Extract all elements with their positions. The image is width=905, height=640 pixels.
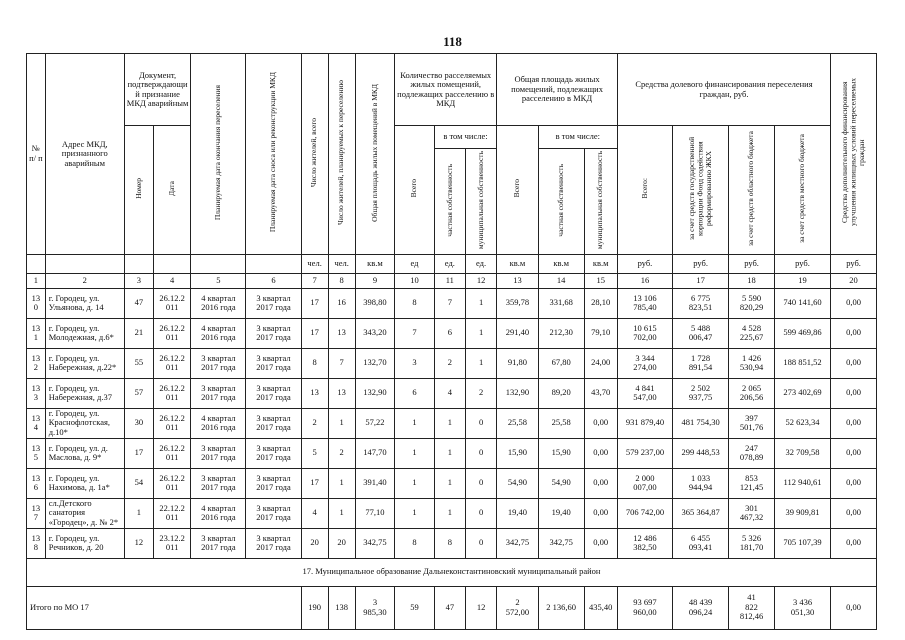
cell-number: 55 <box>124 348 153 378</box>
cell-additional: 0,00 <box>831 408 877 438</box>
cell-address: г. Городец, ул. Набережная, д.22* <box>45 348 124 378</box>
cell-end: 3 квартал 2017 года <box>191 378 246 408</box>
table-row <box>27 348 877 378</box>
header-additional: Средства дополнительного финансирования улучшения жилищных условий переселяемых граждан <box>831 54 877 255</box>
table-row <box>27 288 877 318</box>
cell-demolition: 3 квартал 2017 года <box>246 408 301 438</box>
column-number-cell: 11 <box>434 273 465 288</box>
total-planned: 138 <box>328 586 355 629</box>
column-number-cell: 15 <box>584 273 617 288</box>
total-label: Итого по МО 17 <box>27 586 302 629</box>
unit-cell: кв.м <box>355 254 395 273</box>
cell-additional: 0,00 <box>831 288 877 318</box>
unit-cell: кв.м <box>538 254 584 273</box>
header-funding-total: Всего: <box>617 126 672 255</box>
unit-cell: кв.м <box>497 254 539 273</box>
cell-residents: 8 <box>301 348 328 378</box>
cell-address: г. Городец, ул. Набережная, д.37 <box>45 378 124 408</box>
resettlement-table <box>26 53 877 630</box>
cell-rooms-municipal: 0 <box>465 528 496 558</box>
cell-n: 13 0 <box>27 288 46 318</box>
cell-residents: 4 <box>301 498 328 528</box>
cell-fund-total: 4 841 547,00 <box>617 378 672 408</box>
header-num: № п/ п <box>27 54 46 255</box>
header-doc-number: Номер <box>124 126 153 255</box>
total-rooms-private: 47 <box>434 586 465 629</box>
cell-regional: 5 590 820,29 <box>729 288 775 318</box>
total-regional: 41 822 812,46 <box>729 586 775 629</box>
cell-planned: 20 <box>328 528 355 558</box>
cell-number: 17 <box>124 438 153 468</box>
column-number-cell: 9 <box>355 273 395 288</box>
unit-cell: ед <box>395 254 435 273</box>
cell-area: 398,80 <box>355 288 395 318</box>
unit-cell: руб. <box>673 254 729 273</box>
cell-rooms-private: 6 <box>434 318 465 348</box>
cell-additional: 0,00 <box>831 528 877 558</box>
cell-area: 391,40 <box>355 468 395 498</box>
cell-rooms-private: 1 <box>434 438 465 468</box>
header-regional: за счет средств областного бюджета <box>729 126 775 255</box>
page-number: 118 <box>443 34 462 49</box>
header-residents-planned: Число жителей, планируемых к переселению <box>328 54 355 255</box>
total-area-private: 2 136,60 <box>538 586 584 629</box>
header-area-group: Общая площадь жилых помещений, подлежащих расселению в МКД <box>497 54 618 126</box>
cell-number: 21 <box>124 318 153 348</box>
cell-area-total: 25,58 <box>497 408 539 438</box>
cell-area-municipal: 0,00 <box>584 498 617 528</box>
cell-area-total: 359,78 <box>497 288 539 318</box>
cell-demolition: 3 квартал 2017 года <box>246 288 301 318</box>
cell-area-private: 331,68 <box>538 288 584 318</box>
cell-local: 39 909,81 <box>774 498 830 528</box>
cell-rooms-private: 1 <box>434 468 465 498</box>
cell-area-municipal: 24,00 <box>584 348 617 378</box>
cell-regional: 397 501,76 <box>729 408 775 438</box>
cell-residents: 17 <box>301 288 328 318</box>
cell-regional: 853 121,45 <box>729 468 775 498</box>
header-planned-end: Планируемая дата окончания переселения <box>191 54 246 255</box>
cell-area-private: 342,75 <box>538 528 584 558</box>
cell-date: 26.12.2 011 <box>153 408 190 438</box>
cell-regional: 2 065 206,56 <box>729 378 775 408</box>
cell-rooms-municipal: 0 <box>465 468 496 498</box>
cell-fund-total: 13 106 785,40 <box>617 288 672 318</box>
cell-rooms-private: 1 <box>434 408 465 438</box>
cell-rooms-municipal: 1 <box>465 318 496 348</box>
cell-date: 23.12.2 011 <box>153 528 190 558</box>
cell-local: 32 709,58 <box>774 438 830 468</box>
cell-area-municipal: 0,00 <box>584 438 617 468</box>
total-additional: 0,00 <box>831 586 877 629</box>
cell-regional: 301 467,32 <box>729 498 775 528</box>
cell-local: 599 469,86 <box>774 318 830 348</box>
cell-residents: 17 <box>301 318 328 348</box>
cell-area-private: 25,58 <box>538 408 584 438</box>
cell-demolition: 3 квартал 2017 года <box>246 318 301 348</box>
unit-cell: руб. <box>774 254 830 273</box>
cell-end: 4 квартал 2016 года <box>191 288 246 318</box>
cell-planned: 13 <box>328 318 355 348</box>
cell-rooms-total: 8 <box>395 288 435 318</box>
header-funding-group: Средства долевого финансирования переселения граждан, руб. <box>617 54 830 126</box>
cell-area-total: 342,75 <box>497 528 539 558</box>
cell-local: 52 623,34 <box>774 408 830 438</box>
table-row <box>27 468 877 498</box>
cell-rooms-private: 1 <box>434 498 465 528</box>
cell-end: 4 квартал 2016 года <box>191 408 246 438</box>
table-row <box>27 318 877 348</box>
cell-regional: 5 326 181,70 <box>729 528 775 558</box>
cell-fund-corp: 6 455 093,41 <box>673 528 729 558</box>
cell-local: 273 402,69 <box>774 378 830 408</box>
units-row <box>27 254 877 273</box>
cell-rooms-total: 1 <box>395 468 435 498</box>
table-row <box>27 438 877 468</box>
total-fund-corp: 48 439 096,24 <box>673 586 729 629</box>
cell-additional: 0,00 <box>831 318 877 348</box>
column-number-cell: 17 <box>673 273 729 288</box>
cell-n: 13 5 <box>27 438 46 468</box>
column-number-cell: 3 <box>124 273 153 288</box>
cell-local: 740 141,60 <box>774 288 830 318</box>
cell-rooms-municipal: 1 <box>465 348 496 378</box>
cell-planned: 1 <box>328 468 355 498</box>
header-area-municipal: муниципальная собственность <box>584 148 617 254</box>
cell-fund-corp: 1 033 944,94 <box>673 468 729 498</box>
cell-n: 13 8 <box>27 528 46 558</box>
cell-planned: 2 <box>328 438 355 468</box>
cell-area-total: 15,90 <box>497 438 539 468</box>
cell-planned: 7 <box>328 348 355 378</box>
cell-demolition: 3 квартал 2017 года <box>246 378 301 408</box>
table-row <box>27 528 877 558</box>
cell-end: 3 квартал 2017 года <box>191 348 246 378</box>
cell-date: 22.12.2 011 <box>153 498 190 528</box>
cell-fund-corp: 299 448,53 <box>673 438 729 468</box>
cell-number: 47 <box>124 288 153 318</box>
unit-cell: руб. <box>617 254 672 273</box>
cell-area: 57,22 <box>355 408 395 438</box>
header-rooms-total: Всего <box>395 126 435 255</box>
cell-area: 132,70 <box>355 348 395 378</box>
cell-demolition: 3 квартал 2017 года <box>246 438 301 468</box>
cell-residents: 20 <box>301 528 328 558</box>
cell-end: 3 квартал 2017 года <box>191 528 246 558</box>
header-area-private: частная собственность <box>538 148 584 254</box>
cell-number: 12 <box>124 528 153 558</box>
cell-regional: 247 078,89 <box>729 438 775 468</box>
column-number-cell: 8 <box>328 273 355 288</box>
cell-area-municipal: 0,00 <box>584 468 617 498</box>
cell-planned: 16 <box>328 288 355 318</box>
cell-additional: 0,00 <box>831 468 877 498</box>
cell-area: 147,70 <box>355 438 395 468</box>
cell-residents: 17 <box>301 468 328 498</box>
unit-cell: чел. <box>301 254 328 273</box>
cell-date: 26.12.2 011 <box>153 288 190 318</box>
cell-additional: 0,00 <box>831 348 877 378</box>
cell-rooms-municipal: 0 <box>465 498 496 528</box>
unit-cell: руб. <box>729 254 775 273</box>
table-row <box>27 378 877 408</box>
cell-demolition: 3 квартал 2017 года <box>246 498 301 528</box>
cell-rooms-total: 7 <box>395 318 435 348</box>
total-local: 3 436 051,30 <box>774 586 830 629</box>
cell-address: г. Городец, ул. Молодежная, д.6* <box>45 318 124 348</box>
cell-area-private: 67,80 <box>538 348 584 378</box>
column-number-cell: 19 <box>774 273 830 288</box>
cell-area-municipal: 43,70 <box>584 378 617 408</box>
cell-area-total: 132,90 <box>497 378 539 408</box>
cell-address: г. Городец, ул. Краснофлотская, д.10* <box>45 408 124 438</box>
cell-area-municipal: 28,10 <box>584 288 617 318</box>
header-living-area: Общая площадь жилых помещений в МКД <box>355 54 395 255</box>
cell-fund-total: 706 742,00 <box>617 498 672 528</box>
column-number-cell: 6 <box>246 273 301 288</box>
header-doc-date: Дата <box>153 126 190 255</box>
header-area-total: Всего <box>497 126 539 255</box>
cell-additional: 0,00 <box>831 378 877 408</box>
total-fund-total: 93 697 960,00 <box>617 586 672 629</box>
cell-residents: 5 <box>301 438 328 468</box>
cell-residents: 13 <box>301 378 328 408</box>
cell-date: 26.12.2 011 <box>153 468 190 498</box>
cell-number: 30 <box>124 408 153 438</box>
cell-area-private: 19,40 <box>538 498 584 528</box>
cell-date: 26.12.2 011 <box>153 378 190 408</box>
cell-date: 26.12.2 011 <box>153 318 190 348</box>
column-number-cell: 4 <box>153 273 190 288</box>
cell-rooms-municipal: 2 <box>465 378 496 408</box>
unit-cell: руб. <box>831 254 877 273</box>
cell-rooms-total: 3 <box>395 348 435 378</box>
cell-fund-corp: 481 754,30 <box>673 408 729 438</box>
cell-n: 13 2 <box>27 348 46 378</box>
cell-end: 3 квартал 2017 года <box>191 468 246 498</box>
header-local: за счет средств местного бюджета <box>774 126 830 255</box>
cell-end: 3 квартал 2017 года <box>191 438 246 468</box>
cell-area-private: 212,30 <box>538 318 584 348</box>
table-row <box>27 498 877 528</box>
cell-local: 188 851,52 <box>774 348 830 378</box>
total-rooms-municipal: 12 <box>465 586 496 629</box>
header-document: Документ, подтверждающий признание МКД аварийным <box>124 54 191 126</box>
cell-demolition: 3 квартал 2017 года <box>246 528 301 558</box>
total-row <box>27 586 877 629</box>
table-row <box>27 408 877 438</box>
total-area-municipal: 435,40 <box>584 586 617 629</box>
cell-demolition: 3 квартал 2017 года <box>246 468 301 498</box>
cell-local: 112 940,61 <box>774 468 830 498</box>
header-fund-corp: за счет средств государственной корпорации Фонд содействия реформированию ЖКХ <box>673 126 729 255</box>
unit-cell: чел. <box>328 254 355 273</box>
cell-rooms-total: 1 <box>395 408 435 438</box>
cell-n: 13 6 <box>27 468 46 498</box>
cell-area: 77,10 <box>355 498 395 528</box>
column-number-cell: 20 <box>831 273 877 288</box>
cell-rooms-municipal: 1 <box>465 288 496 318</box>
cell-rooms-municipal: 0 <box>465 438 496 468</box>
cell-address: г. Городец, ул. Нахимова, д. 1а* <box>45 468 124 498</box>
header-area-including: в том числе: <box>538 126 617 149</box>
header-rooms-municipal: муниципальная собственность <box>465 148 496 254</box>
column-number-cell: 7 <box>301 273 328 288</box>
cell-fund-corp: 365 364,87 <box>673 498 729 528</box>
header-planned-demolition: Планируемая дата сноса или реконструкции МКД <box>246 54 301 255</box>
cell-area-total: 91,80 <box>497 348 539 378</box>
cell-planned: 1 <box>328 408 355 438</box>
unit-cell: кв.м <box>584 254 617 273</box>
cell-address: г. Городец, ул. Ульянова, д. 14 <box>45 288 124 318</box>
cell-planned: 13 <box>328 378 355 408</box>
cell-area: 342,75 <box>355 528 395 558</box>
cell-end: 4 квартал 2016 года <box>191 318 246 348</box>
cell-number: 57 <box>124 378 153 408</box>
header-rooms-count: Количество расселяемых жилых помещений, подлежащих расселению в МКД <box>395 54 497 126</box>
cell-rooms-private: 4 <box>434 378 465 408</box>
cell-n: 13 3 <box>27 378 46 408</box>
section-row <box>27 558 877 586</box>
cell-residents: 2 <box>301 408 328 438</box>
unit-cell: ед. <box>434 254 465 273</box>
cell-fund-total: 10 615 702,00 <box>617 318 672 348</box>
cell-rooms-total: 6 <box>395 378 435 408</box>
cell-fund-corp: 2 502 937,75 <box>673 378 729 408</box>
cell-rooms-private: 2 <box>434 348 465 378</box>
cell-fund-total: 2 000 007,00 <box>617 468 672 498</box>
column-number-cell: 14 <box>538 273 584 288</box>
cell-demolition: 3 квартал 2017 года <box>246 348 301 378</box>
cell-area-private: 89,20 <box>538 378 584 408</box>
cell-fund-total: 579 237,00 <box>617 438 672 468</box>
column-number-cell: 1 <box>27 273 46 288</box>
cell-area-private: 54,90 <box>538 468 584 498</box>
cell-area-total: 19,40 <box>497 498 539 528</box>
cell-planned: 1 <box>328 498 355 528</box>
header-address: Адрес МКД, признанного аварийным <box>45 54 124 255</box>
cell-rooms-total: 1 <box>395 498 435 528</box>
cell-area-municipal: 0,00 <box>584 528 617 558</box>
cell-date: 26.12.2 011 <box>153 348 190 378</box>
cell-number: 1 <box>124 498 153 528</box>
column-number-cell: 16 <box>617 273 672 288</box>
cell-local: 705 107,39 <box>774 528 830 558</box>
cell-area: 343,20 <box>355 318 395 348</box>
total-area-total: 2 572,00 <box>497 586 539 629</box>
cell-fund-total: 3 344 274,00 <box>617 348 672 378</box>
cell-address: г. Городец, ул. Речников, д. 20 <box>45 528 124 558</box>
cell-area-total: 291,40 <box>497 318 539 348</box>
cell-regional: 1 426 530,94 <box>729 348 775 378</box>
cell-area-municipal: 79,10 <box>584 318 617 348</box>
cell-n: 13 4 <box>27 408 46 438</box>
header-rooms-including: в том числе: <box>434 126 496 149</box>
cell-area-private: 15,90 <box>538 438 584 468</box>
unit-cell: ед. <box>465 254 496 273</box>
section-title: 17. Муниципальное образование Дальнеконстантиновский муниципальный район <box>27 558 877 586</box>
column-number-row <box>27 273 877 288</box>
cell-area-total: 54,90 <box>497 468 539 498</box>
cell-number: 54 <box>124 468 153 498</box>
total-area: 3 985,30 <box>355 586 395 629</box>
cell-rooms-private: 7 <box>434 288 465 318</box>
header-rooms-private: частная собственность <box>434 148 465 254</box>
cell-fund-corp: 1 728 891,54 <box>673 348 729 378</box>
column-number-cell: 13 <box>497 273 539 288</box>
cell-fund-total: 931 879,40 <box>617 408 672 438</box>
cell-n: 13 1 <box>27 318 46 348</box>
header-residents: Число жителей, всего <box>301 54 328 255</box>
total-rooms-total: 59 <box>395 586 435 629</box>
cell-date: 26.12.2 011 <box>153 438 190 468</box>
cell-fund-total: 12 486 382,50 <box>617 528 672 558</box>
column-number-cell: 5 <box>191 273 246 288</box>
cell-address: сл.Детского санатория «Городец», д. № 2* <box>45 498 124 528</box>
cell-rooms-municipal: 0 <box>465 408 496 438</box>
cell-area: 132,90 <box>355 378 395 408</box>
cell-area-municipal: 0,00 <box>584 408 617 438</box>
cell-fund-corp: 5 488 006,47 <box>673 318 729 348</box>
cell-n: 13 7 <box>27 498 46 528</box>
column-number-cell: 2 <box>45 273 124 288</box>
column-number-cell: 12 <box>465 273 496 288</box>
column-number-cell: 10 <box>395 273 435 288</box>
cell-additional: 0,00 <box>831 438 877 468</box>
cell-regional: 4 528 225,67 <box>729 318 775 348</box>
cell-end: 4 квартал 2016 года <box>191 498 246 528</box>
cell-additional: 0,00 <box>831 498 877 528</box>
cell-address: г. Городец, ул. д. Маслова, д. 9* <box>45 438 124 468</box>
cell-rooms-total: 8 <box>395 528 435 558</box>
cell-rooms-private: 8 <box>434 528 465 558</box>
cell-fund-corp: 6 775 823,51 <box>673 288 729 318</box>
column-number-cell: 18 <box>729 273 775 288</box>
cell-rooms-total: 1 <box>395 438 435 468</box>
total-residents: 190 <box>301 586 328 629</box>
